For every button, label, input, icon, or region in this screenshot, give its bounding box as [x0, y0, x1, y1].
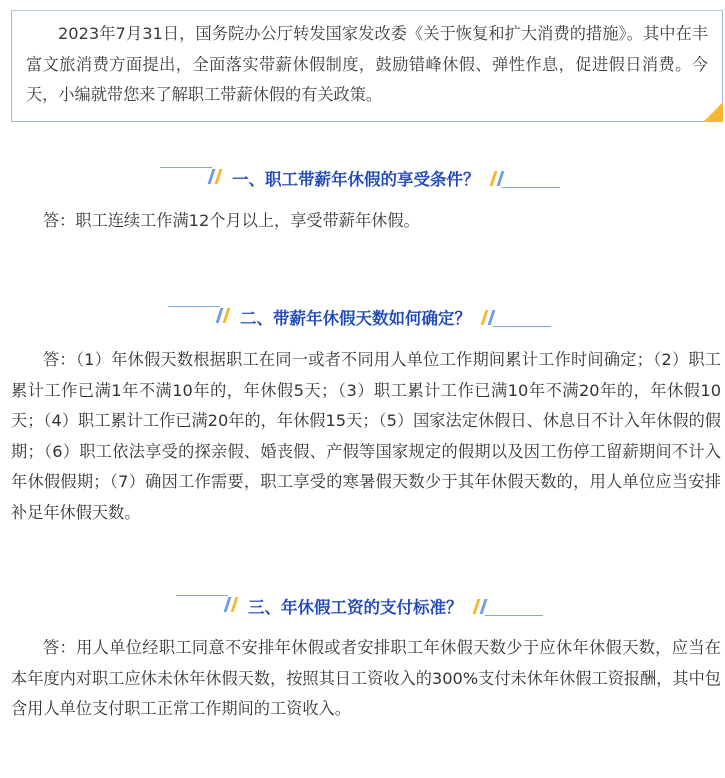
heading-deco-left-icon — [168, 304, 230, 330]
section-title: 一、职工带薪年休假的享受条件？ — [232, 170, 480, 189]
intro-paragraph: 2023年7月31日，国务院办公厅转发国家发改委《关于恢复和扩大消费的措施》。其中在丰富文旅消费方面提出，全面落实带薪休假制度，鼓励错峰休假、弹性作息，促进假日消费。今天，小编就带您来了解职工带薪休假的有关政策。 — [26, 24, 708, 104]
heading-deco-left-icon — [176, 593, 238, 619]
heading-deco-left-icon — [160, 165, 222, 191]
intro-box — [11, 10, 723, 122]
corner-accent — [703, 102, 723, 122]
heading-deco-right-icon — [473, 593, 535, 619]
section-answer-3: 答：用人单位经职工同意不安排年休假或者安排职工年休假天数少于应休年休假天数，应当在本年度内对职工应休未休年休假天数，按照其日工资收入的300%支付未休年休假工资报酬，其中包含用人单位支付职工正常工作期间的工资收入。 — [11, 638, 721, 718]
section-heading-1 — [0, 158, 725, 198]
section-title: 三、年休假工资的支付标准？ — [248, 598, 463, 617]
heading-deco-right-icon — [481, 304, 543, 330]
section-title: 二、带薪年休假天数如何确定？ — [240, 309, 471, 328]
section-answer-2: 答：（1）年休假天数根据职工在同一或者不同用人单位工作期间累计工作时间确定；（2）职工累计工作已满1年不满10年的，年休假5天；（3）职工累计工作已满10年不满20年的，年休假10天；（4）职工累计工作已满20年的，年休假15天；（5）国家法定休假日、休息日不计入年休假的假期；（6）职工依法享受的探亲假、婚丧假、产假等国家规定的假期以及因工伤停工留薪期间不计入年休假假期；（7）确因工作需要，职工享受的寒暑假天数少于其年休假天数的，用人单位应当安排补足年休假天数。 — [11, 350, 721, 522]
section-heading-3 — [0, 586, 725, 626]
section-answer-1: 答：职工连续工作满12个月以上，享受带薪年休假。 — [43, 211, 420, 230]
section-heading-2 — [0, 297, 725, 337]
heading-deco-right-icon — [490, 165, 552, 191]
